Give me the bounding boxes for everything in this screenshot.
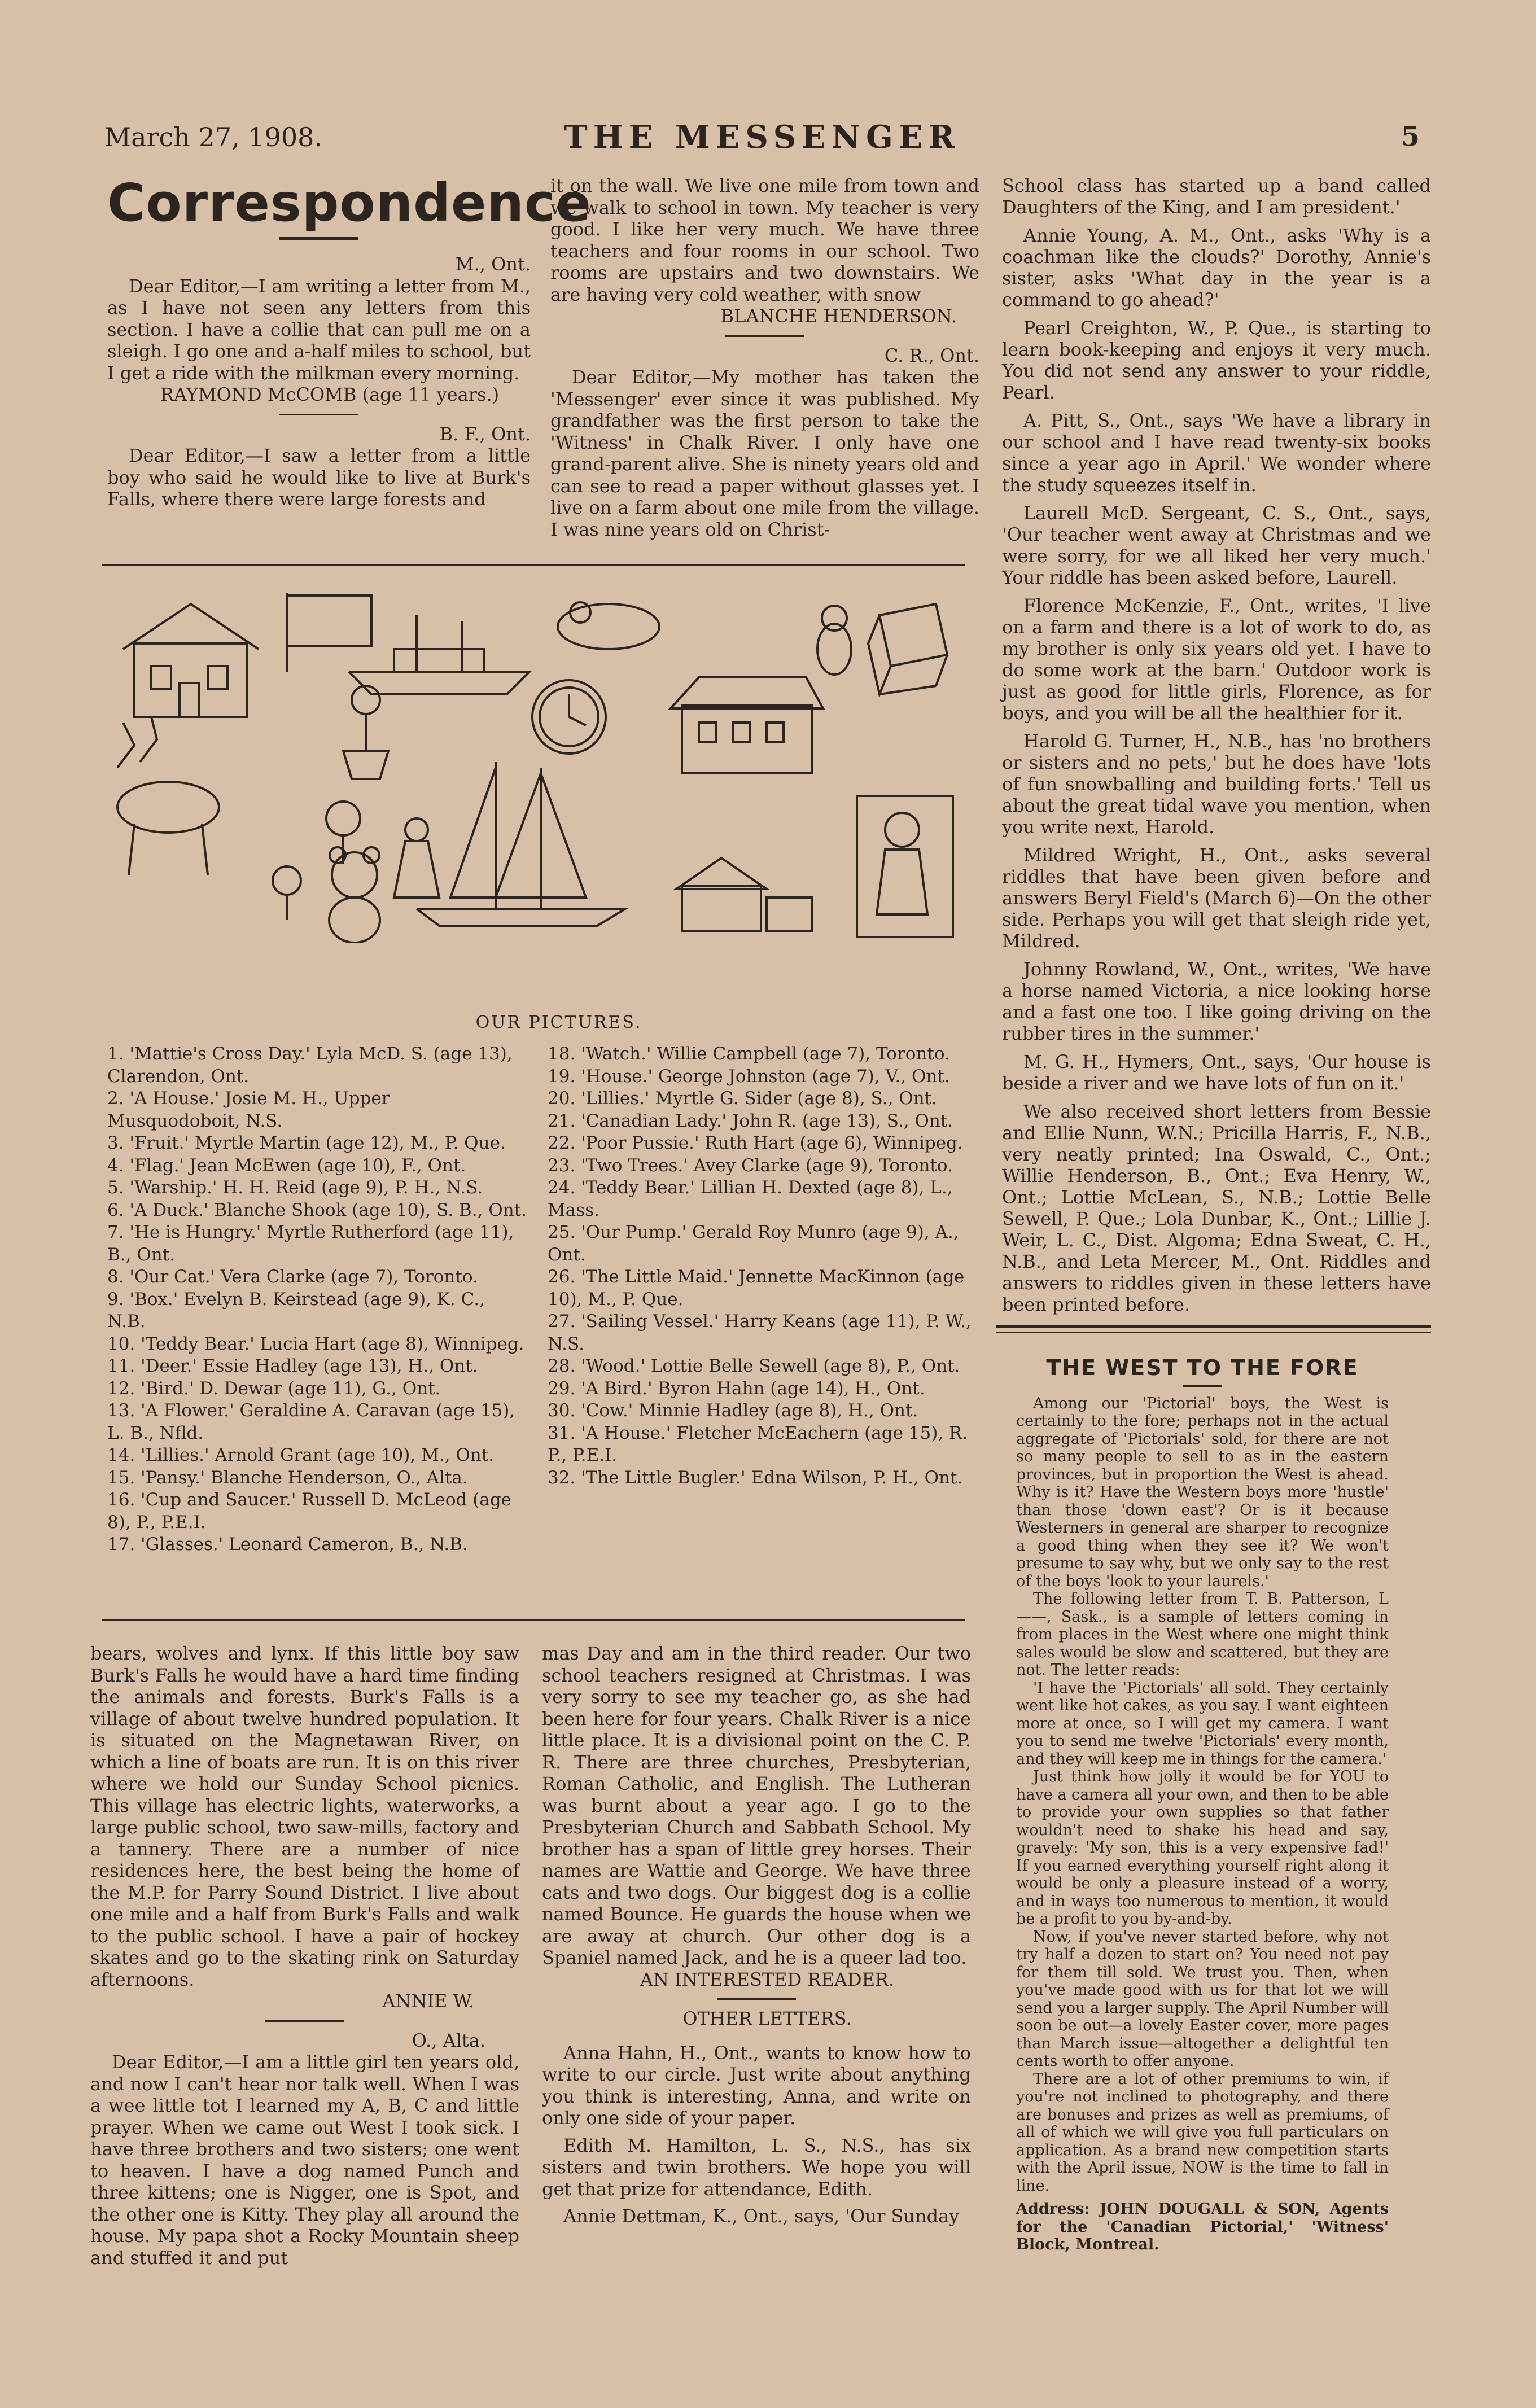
other-letter: Anna Hahn, H., Ont., wants to know how to write to our circle. Just write about anything you think is interesting, Anna, and write on only one side of your paper. (542, 2042, 971, 2129)
teddy-bear-drawing (329, 847, 380, 943)
separator (279, 414, 358, 415)
tree-drawing (273, 802, 360, 920)
other-letters-heading: OTHER LETTERS. (682, 2008, 852, 2029)
separator (1183, 1385, 1222, 1387)
lower-column-1 (90, 1643, 519, 2269)
reader-note: M. G. H., Hymers, Ont., says, 'Our house is beside a river and we have lots of fun on it.' (1002, 1051, 1431, 1094)
letter-signature: RAYMOND McCOMB (age 11 years.) (160, 384, 500, 405)
article-address: Address: JOHN DOUGALL & SON, Agents for the 'Canadian Pictorial,' 'Witness' Block, Montreal. (1016, 2200, 1389, 2253)
letter-body: Dear Editor,—I am writing a letter from M., as I have not seen any letters from this section. I have a collie that can pull me on a sleigh. I go one and a-half miles to school, but I get a ride with the milkman every morning. (107, 275, 531, 384)
reader-note: Annie Young, A. M., Ont., asks 'Why is a coachman like the clouds?' Dorothy, Annie's sister, asks 'What day in the year is a command to go ahead?' (1002, 225, 1431, 310)
pictures-caption: OUR PICTURES. (475, 1013, 642, 1032)
west-to-the-fore-article (1016, 1355, 1389, 2254)
picture-entry: 18. 'Watch.' Willie Campbell (age 7), Toronto. (548, 1044, 950, 1064)
picture-entry: 23. 'Two Trees.' Avey Clarke (age 9), Toronto. (548, 1155, 953, 1176)
newspaper-title: THE MESSENGER (563, 119, 960, 156)
issue-date: March 27, 1908. (104, 122, 322, 152)
correspondence-column-2 (550, 175, 979, 540)
other-letter: Annie Dettman, K., Ont., says, 'Our Sunday (563, 2205, 960, 2227)
pictures-list-right (548, 1043, 977, 1489)
article-paragraph: 'I have the 'Pictorials' all sold. They certainly went like hot cakes, as you say. I want eighteen more at once, so I will get my camera. I want you to send me twelve 'Pictorials' every month, and they will keep me in things for the camera.' (1016, 1679, 1389, 1768)
picture-entry: 22. 'Poor Pussie.' Ruth Hart (age 6), Winnipeg. (548, 1133, 963, 1153)
flower-drawing (343, 686, 388, 779)
house-drawing (123, 604, 259, 717)
article-heading: THE WEST TO THE FORE (1046, 1355, 1359, 1380)
flag-drawing (287, 593, 371, 672)
letter-continuation: School class has started up a band called Daughters of the King, and I am president.' (1002, 175, 1431, 218)
page-number: 5 (1401, 121, 1420, 152)
picture-entry: 15. 'Pansy.' Blanche Henderson, O., Alta. (107, 1467, 468, 1488)
heading-underline (279, 237, 358, 240)
reader-note: A. Pitt, S., Ont., says 'We have a library in our school and I have read twenty-six books since a year ago in April.' We wonder where the study squeezes itself in. (1002, 410, 1431, 496)
letter-place: M., Ont. (455, 253, 531, 275)
bugler-drawing (857, 796, 953, 937)
letter-signature: AN INTERESTED READER. (640, 1968, 895, 1990)
article-paragraph: Among our 'Pictorial' boys, the West is certainly to the fore; perhaps not in the actual aggregate of 'Pictorials' sold, for there are not so many people to sell to as in the eastern provinces, but in proportion the West is ahead. Why is it? Have the Western boys more 'hustle' than those 'down east'? Or is it because Westerners in general are sharper to recognize a good thing when they see it? We won't presume to say why, but we only say to the rest of the boys 'look to your laurels.' (1016, 1394, 1389, 1590)
reader-note: Harold G. Turner, H., N.B., has 'no brothers or sisters and no pets,' but he does have 'lots of fun snowballing and building forts.' Tell us about the great tidal wave you mention, when you write next, Harold. (1002, 730, 1431, 838)
house-drawing-2 (671, 677, 823, 773)
little-maid-drawing (394, 818, 439, 897)
column-rule (102, 1619, 965, 1621)
box-drawing (868, 604, 947, 694)
correspondence-column-1 (107, 173, 592, 510)
picture-entry: 20. 'Lillies.' Myrtle G. Sider (age 8), S., Ont. (548, 1088, 937, 1109)
letter-body: Dear Editor,—I am a little girl ten years old, and now I can't hear nor talk well. When I was a wee little tot I learned my A, B, C and little prayer. When we came out West I took sick. I have three brothers and two sisters; one went to heaven. I have a dog named Punch and three kittens; one is Nigger, one is Spot, and the other one is Kitty. They play all around the house. My papa shot a Rocky Mountain sheep and stuffed it and put (90, 2051, 519, 2269)
letter-continuation: mas Day and am in the third reader. Our two school teachers resigned at Christmas. I was very sorry to see my teacher go, as she had been here for four years. Chalk River is a nice little place. It is a divisional point on the C. P. R. There are three churches, Presbyterian, Roman Catholic, and English. The Lutheran was burnt about a year ago. I go to the Presbyterian Church and Sabbath School. My brother has a span of little grey horses. Their names are Wattie and George. We have three cats and two dogs. Our biggest dog is a collie named Bounce. He guards the house when we are away at church. Our other dog is a Spaniel named Jack, and he is a queer lad too. (542, 1643, 971, 1968)
cat-drawing (817, 606, 851, 675)
picture-entry: 16. 'Cup and Saucer.' Russell D. McLeod (age 8), P., P.E.I. (107, 1490, 512, 1533)
article-paragraph: There are a lot of other premiums to win, if you're not inclined to photography, and there are bonuses and prizes as well as premiums, of all of which we will give you full particulars on application. As a brand new competition starts with the April issue, NOW is the time to fall in line. (1016, 2070, 1389, 2195)
picture-entry: 24. 'Teddy Bear.' Lillian H. Dexted (age 8), L., Mass. (548, 1177, 953, 1220)
letter-signature: BLANCHE HENDERSON. (720, 305, 957, 327)
picture-entry: 10. 'Teddy Bear.' Lucia Hart (age 8), Winnipeg. (107, 1333, 524, 1354)
lower-column-2 (542, 1643, 971, 2227)
letter-body: Dear Editor,—My mother has taken the 'Messenger' ever since it was published. My grandfather was the first person to take the 'Witness' in Chalk River. I only have one grand-parent alive. She is ninety years old and can see to read a paper without glasses yet. I live on a farm about one mile from the village. I was nine years old on Christ- (550, 366, 979, 540)
picture-entry: 32. 'The Little Bugler.' Edna Wilson, P. H., Ont. (548, 1467, 963, 1488)
picture-entry: 1. 'Mattie's Cross Day.' Lyla McD. S. (age 13), Clarendon, Ont. (107, 1044, 513, 1087)
picture-entry: 9. 'Box.' Evelyn B. Keirstead (age 9), K. C., N.B. (107, 1289, 485, 1332)
deer-drawing (117, 717, 219, 875)
picture-entry: 17. 'Glasses.' Leonard Cameron, B., N.B. (107, 1534, 468, 1555)
letter-place: C. R., Ont. (884, 344, 979, 366)
children-drawings-illustration (100, 581, 959, 943)
picture-entry: 21. 'Canadian Lady.' John R. (age 13), S., Ont. (548, 1110, 953, 1131)
pictures-list-left (107, 1043, 528, 1556)
page-header (104, 119, 1420, 164)
reader-note: Mildred Wright, H., Ont., asks several riddles that have been given before and answers Beryl Field's (March 6)—On the other side. Perhaps you will get that sleigh ride yet, Mildred. (1002, 844, 1431, 952)
reader-note: Pearl Creighton, W., P. Que., is starting to learn book-keeping and enjoys it very much. You did not send any answer to your riddle, Pearl. (1002, 317, 1431, 403)
correspondence-heading: Correspondence (107, 173, 592, 233)
house-drawing-3 (676, 858, 812, 931)
warship-drawing (349, 615, 529, 694)
separator (717, 1998, 796, 2000)
letter-signature: ANNIE W. (382, 1990, 474, 2012)
letter-place: B. F., Ont. (439, 423, 531, 445)
picture-entry: 14. 'Lillies.' Arnold Grant (age 10), M., Ont. (107, 1445, 495, 1465)
clock-drawing (532, 680, 606, 754)
column-rule (102, 564, 965, 566)
separator (725, 335, 804, 337)
picture-entry: 25. 'Our Pump.' Gerald Roy Munro (age 9), A., Ont. (548, 1222, 959, 1265)
picture-entry: 31. 'A House.' Fletcher McEachern (age 15), R. P., P.E.I. (548, 1422, 968, 1465)
reader-note: Johnny Rowland, W., Ont., writes, 'We have a horse named Victoria, a nice looking horse and a fast one too. I like going driving on the rubber tires in the summer.' (1002, 958, 1431, 1044)
correspondence-column-3 (1002, 175, 1431, 1315)
picture-entry: 11. 'Deer.' Essie Hadley (age 13), H., Ont. (107, 1356, 478, 1376)
picture-entry: 5. 'Warship.' H. H. Reid (age 9), P. H., N.S. (107, 1177, 483, 1198)
double-rule (996, 1325, 1431, 1328)
letter-place: O., Alta. (412, 2029, 485, 2051)
duck-drawing (558, 602, 659, 649)
picture-entry: 30. 'Cow.' Minnie Hadley (age 8), H., Ont. (548, 1400, 918, 1421)
reader-note: We also received short letters from Bessie and Ellie Nunn, W.N.; Pricilla Harris, F., N.B., very neatly printed; Ina Oswald, C., Ont.; Willie Henderson, B., Ont.; Eva Henry, W., Ont.; Lottie McLean, S., N.B.; Lottie Belle Sewell, P. Que.; Lola Dunbar, K., Ont.; Lillie J. Weir, L. C., Dist. Algoma; Edna Sweat, C. H., N.B., and Leta Mercer, M., Ont. Riddles and answers to riddles given in these letters have been printed before. (1002, 1101, 1431, 1315)
double-rule (996, 1332, 1431, 1333)
letter-body: Dear Editor,—I saw a letter from a little boy who said he would like to live at Burk's Falls, where there were large forests and (107, 445, 531, 510)
picture-entry: 27. 'Sailing Vessel.' Harry Keans (age 11), P. W., N.S. (548, 1311, 972, 1354)
letter-continuation: it on the wall. We live one mile from town and we walk to school in town. My teacher is very good. I like her very much. We have three teachers and four rooms in our school. Two rooms are upstairs and two downstairs. We are having very cold weather, with snow (550, 175, 979, 305)
picture-entry: 29. 'A Bird.' Byron Hahn (age 14), H., Ont. (548, 1378, 925, 1399)
separator (265, 2020, 344, 2022)
letter-continuation: bears, wolves and lynx. If this little boy saw Burk's Falls he would have a hard time finding the animals and forests. Burk's Falls is a village of about twelve hundred population. It is situated on the Magnetawan River, on which a line of boats are run. It is on this river where we hold our Sunday School picnics. This village has electric lights, waterworks, a large public school, two saw-mills, factory and a tannery. There are a number of nice residences here, the best being the home of the M.P. for Parry Sound District. I live about one mile and a half from Burk's Falls and walk to the public school. I have a pair of hockey skates and go to the skating rink on Saturday afternoons. (90, 1643, 519, 1990)
sailing-vessel-drawing (417, 762, 625, 926)
article-paragraph: The following letter from T. B. Patterson, L——, Sask., is a sample of letters coming in from places in the West where one might think sales would be slow and scattered, but they are not. The letter reads: (1016, 1590, 1389, 1679)
picture-entry: 12. 'Bird.' D. Dewar (age 11), G., Ont. (107, 1378, 441, 1399)
picture-entry: 28. 'Wood.' Lottie Belle Sewell (age 8), P., Ont. (548, 1356, 960, 1376)
picture-entry: 19. 'House.' George Johnston (age 7), V., Ont. (548, 1066, 950, 1087)
picture-entry: 7. 'He is Hungry.' Myrtle Rutherford (age 11), B., Ont. (107, 1222, 514, 1265)
article-paragraph: Now, if you've never started before, why not try half a dozen to start on? You need not pay for them till sold. We trust you. Then, when you've made good with us for that lot we will send you a larger supply. The April Number will soon be out—a lovely Easter cover, more pages than March issue—altogether a delightful ten cents worth to offer anyone. (1016, 1928, 1389, 2070)
picture-entry: 2. 'A House.' Josie M. H., Upper Musquodoboit, N.S. (107, 1088, 390, 1131)
picture-entry: 26. 'The Little Maid.' Jennette MacKinnon (age 10), M., P. Que. (548, 1267, 965, 1310)
picture-entry: 6. 'A Duck.' Blanche Shook (age 10), S. B., Ont. (107, 1199, 527, 1220)
picture-entry: 4. 'Flag.' Jean McEwen (age 10), F., Ont. (107, 1155, 466, 1176)
picture-entry: 8. 'Our Cat.' Vera Clarke (age 7), Toronto. (107, 1267, 478, 1287)
reader-note: Florence McKenzie, F., Ont., writes, 'I live on a farm and there is a lot of work to do, as my brother is only six years old yet. I have to do some work at the barn.' Outdoor work is just as good for little girls, Florence, as for boys, and you will be all the healthier for it. (1002, 595, 1431, 724)
other-letter: Edith M. Hamilton, L. S., N.S., has six sisters and twin brothers. We hope you will get that prize for attendance, Edith. (542, 2134, 971, 2200)
article-paragraph: Just think how jolly it would be for YOU to have a camera all your own, and then to be able to provide your own supplies so that father wouldn't need to shake his head and say, gravely: 'My son, this is a very expensive fad!' If you earned everything yourself right along it would be only a pleasure instead of a worry, and in ways too numerous to mention, it would be a profit to you by-and-by. (1016, 1768, 1389, 1928)
reader-note: Laurell McD. Sergeant, C. S., Ont., says, 'Our teacher went away at Christmas and we were sorry, for we all liked her very much.' Your riddle has been asked before, Laurell. (1002, 502, 1431, 588)
picture-entry: 13. 'A Flower.' Geraldine A. Caravan (age 15), L. B., Nfld. (107, 1400, 515, 1443)
picture-entry: 3. 'Fruit.' Myrtle Martin (age 12), M., P. Que. (107, 1133, 506, 1153)
